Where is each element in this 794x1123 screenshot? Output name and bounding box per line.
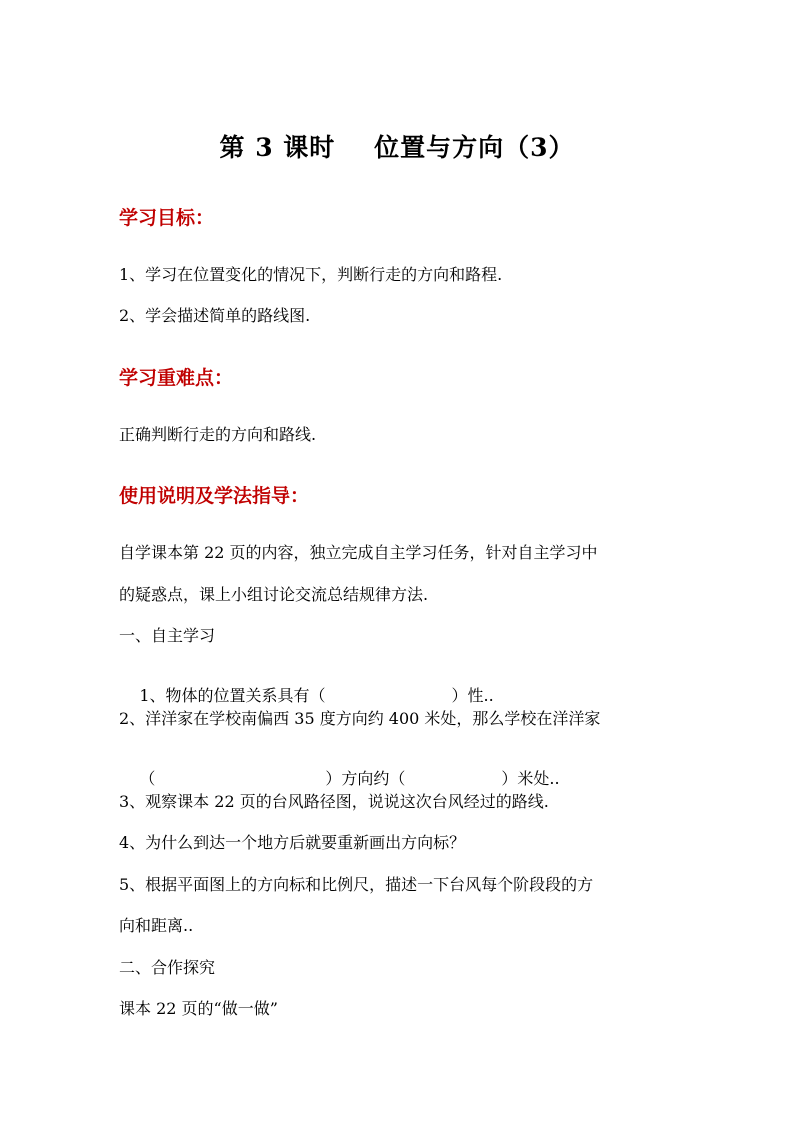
heading-key-points: 学习重难点： xyxy=(119,367,234,389)
question-5-line-1: 5、根据平面图上的方向标和比例尺，描述一下台风每个阶段段的方 xyxy=(119,875,594,894)
question-5-line-2: 向和距离.. xyxy=(119,916,194,935)
page-title: 第 3 课时 位置与方向（3） xyxy=(219,133,575,162)
section-one-heading: 一、自主学习 xyxy=(119,626,216,645)
guidance-line-2: 的疑惑点，课上小组讨论交流总结规律方法. xyxy=(119,585,429,604)
guidance-line-1: 自学课本第 22 页的内容，独立完成自主学习任务，针对自主学习中 xyxy=(119,543,598,562)
question-1-before: 1、物体的位置关系具有（ xyxy=(139,686,326,705)
heading-objectives: 学习目标： xyxy=(119,207,215,229)
question-2-after: ）米处.. xyxy=(501,769,560,788)
final-line: 课本 22 页的“做一做” xyxy=(119,999,278,1018)
heading-guidance: 使用说明及学法指导： xyxy=(119,485,310,507)
question-2-open: （ xyxy=(139,769,156,788)
question-2-line-1: 2、洋洋家在学校南偏西 35 度方向约 400 米处，那么学校在洋洋家 xyxy=(119,709,601,728)
objective-1: 1、学习在位置变化的情况下，判断行走的方向和路程. xyxy=(119,265,503,284)
question-4: 4、为什么到达一个地方后就要重新画出方向标？ xyxy=(119,833,466,852)
objective-2: 2、学会描述简单的路线图. xyxy=(119,306,311,325)
question-2-middle: ）方向约（ xyxy=(325,769,406,788)
question-1-after: ）性.. xyxy=(451,686,494,705)
question-3: 3、观察课本 22 页的台风路径图，说说这次台风经过的路线. xyxy=(119,792,549,811)
section-two-heading: 二、合作探究 xyxy=(119,958,216,977)
key-point-text: 正确判断行走的方向和路线. xyxy=(119,425,317,444)
